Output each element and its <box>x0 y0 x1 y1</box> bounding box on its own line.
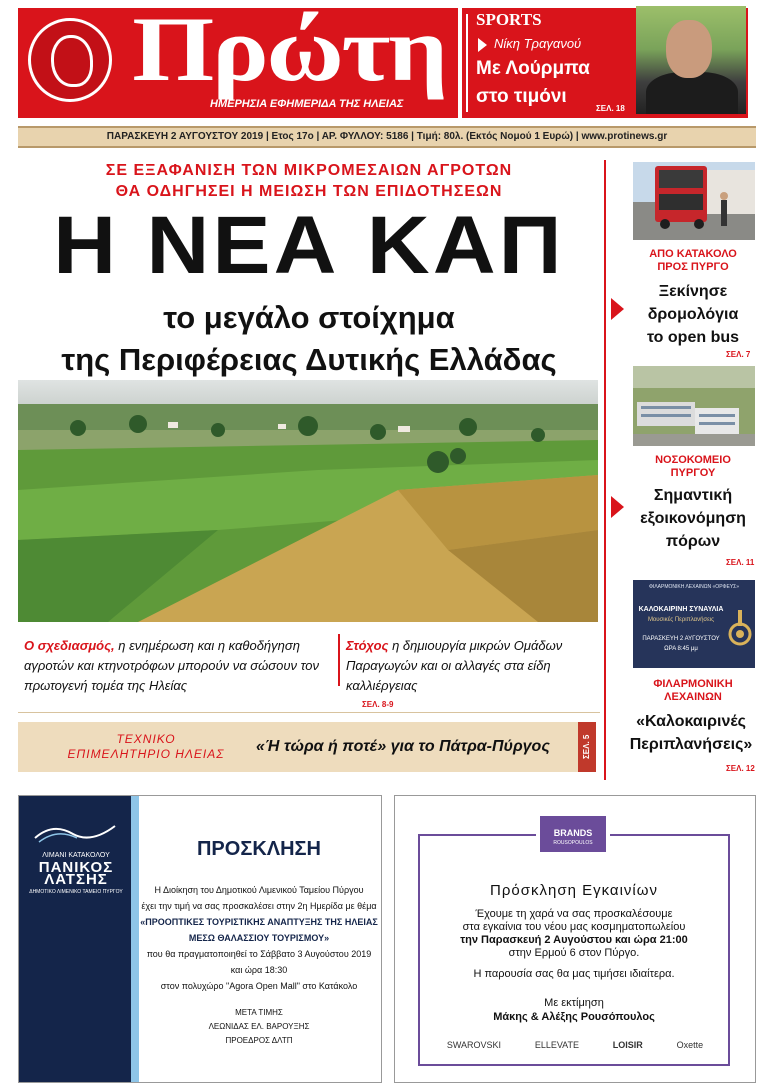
sports-name: Νίκη Τραγανού <box>494 36 582 51</box>
wave-logo-icon <box>33 820 117 844</box>
ad2-title: Πρόσκληση Εγκαινίων <box>490 882 658 899</box>
brand-ellevate: ELLEVATE <box>534 1040 580 1050</box>
ad1-body-line4: ΜΕΣΩ ΘΑΛΑΣΣΙΟΥ ΤΟΥΡΙΣΜΟΥ» <box>188 933 330 943</box>
brand-swarovski: SWAROVSKI <box>446 1040 502 1050</box>
sidebar-head-hospital-line1: Σημαντική <box>653 487 733 504</box>
brand-oxette: Oxette <box>676 1040 704 1050</box>
caption-left-text: η ενημέρωση και η καθοδήγηση αγροτών και κτηνοτρόφων μπορούν να σώσουν τον πρωτογενή τομέα της Ηλείας <box>24 638 319 693</box>
caption-right-lead: Στόχος <box>346 638 389 653</box>
sidebar-kicker-concert-line1: ΦΙΛΑΡΜΟΝΙΚΗ <box>653 678 733 690</box>
arrow-right-icon <box>611 298 624 320</box>
farmland-photo[interactable] <box>18 380 598 622</box>
ad2-body-line4: στην Ερμού 6 στον Πύργο. <box>508 947 640 959</box>
tech-banner-headline[interactable]: «Ή τώρα ή ποτέ» για το Πάτρα-Πύργος <box>256 738 550 755</box>
caption-left-lead: Ο σχεδιασμός, <box>24 638 115 653</box>
sidebar-kicker-hospital <box>620 454 766 480</box>
ad1-stripe <box>131 796 139 1082</box>
sidebar-kicker-bus-line2: ΠΡΟΣ ΠΥΡΓΟ <box>657 261 729 273</box>
ad1-body-line6: στον πολυχώρο "Agora Open Mall" στο Κατάκολο <box>160 981 358 991</box>
ad1-brand <box>28 850 124 898</box>
brand-loisir: LOISIR <box>612 1040 643 1050</box>
sports-page-ref: ΣΕΛ. 18 <box>596 104 625 113</box>
ad1-body <box>140 882 378 994</box>
arrow-right-icon <box>611 496 624 518</box>
brands-logo-line1: BRANDS <box>553 828 593 838</box>
sidebar-head-hospital-line2: εξοικονόμηση <box>640 510 746 527</box>
ad1-brand-name: ΠΑΝΙΚΟΣ ΛΑΤΣΗΣ <box>38 859 114 888</box>
sidebar-headline-hospital[interactable] <box>630 484 756 553</box>
sidebar-page-concert: ΣΕΛ. 12 <box>726 764 755 773</box>
poster-date: ΠΑΡΑΣΚΕΥΗ 2 ΑΥΓΟΥΣΤΟΥ <box>642 636 720 642</box>
ad1-body-line2: έχει την τιμή να σας προσκαλέσει στην 2η Ημερίδα με θέμα <box>141 901 377 911</box>
lead-page-ref: ΣΕΛ. 8-9 <box>362 700 394 709</box>
sidebar-kicker-concert-line2: ΛΕΧΑΙΝΩΝ <box>664 691 722 703</box>
ad1-brand-small: ΛΙΜΑΝΙ ΚΑΤΑΚΟΛΟΥ <box>42 852 110 859</box>
ad1-title: ΠΡΟΣΚΛΗΣΗ <box>196 838 321 860</box>
sidebar-head-bus-line1: Ξεκίνησε <box>658 283 728 300</box>
play-arrow-icon <box>478 38 487 52</box>
lead-kicker <box>18 160 600 202</box>
ad2-sign-line1: Με εκτίμηση <box>544 997 604 1009</box>
ad2-body <box>420 908 728 960</box>
ad1-brand-sub: ΔΗΜΟΤΙΚΟ ΛΙΜΕΝΙΚΟ ΤΑΜΕΙΟ ΠΥΡΓΟΥ <box>29 889 123 895</box>
concert-poster[interactable] <box>633 580 755 668</box>
sports-photo[interactable] <box>636 6 746 114</box>
newspaper-title[interactable]: Πρώτη <box>132 0 446 100</box>
tech-label-line2: ΕΠΙΜΕΛΗΤΗΡΙΟ ΗΛΕΙΑΣ <box>67 747 225 761</box>
poster-org: ΦΙΛΑΡΜΟΝΙΚΗ ΛΕΧΑΙΝΩΝ «ΟΡΦΕΥΣ» <box>648 584 740 590</box>
ad2-signature <box>420 996 728 1024</box>
sports-label: SPORTS <box>476 10 542 29</box>
sidebar-headline-concert[interactable] <box>624 710 758 756</box>
sports-headline-line2[interactable]: στο τιμόνι <box>476 86 567 107</box>
caption-divider <box>338 634 340 686</box>
ad2-body-line5: Η παρουσία σας θα μας τιμήσει ιδιαίτερα. <box>473 968 675 980</box>
ad1-sign-line2: ΛΕΩΝΙΔΑΣ ΕΛ. ΒΑΡΟΥΞΗΣ <box>208 1022 310 1031</box>
caption-rule <box>18 712 600 713</box>
sidebar-kicker-hospital-line2: ΠΥΡΓΟΥ <box>670 467 716 479</box>
sidebar-kicker-bus <box>620 248 766 274</box>
sidebar-head-concert-line2: Περιπλανήσεις» <box>629 736 753 753</box>
newspaper-subtitle: ΗΜΕΡΗΣΙΑ ΕΦΗΜΕΡΙΔΑ ΤΗΣ ΗΛΕΙΑΣ <box>210 98 404 110</box>
issue-info-bar: ΠΑΡΑΣΚΕΥΗ 2 ΑΥΓΟΥΣΤΟΥ 2019 | Ετος 17ο | ΑΡ. ΦΥΛΛΟΥ: 5186 | Τιμή: 80λ. (Εκτός Νομού 1 Ευρώ) | www.protinews.gr <box>18 126 756 148</box>
sidebar-head-bus-line2: δρομολόγια <box>647 306 739 323</box>
ad1-body-line1: Η Διοίκηση του Δημοτικού Λιμενικού Ταμείου Πύργου <box>154 885 364 895</box>
lead-deck-line1: το μεγάλο στοίχημα <box>163 300 455 335</box>
sidebar-kicker-hospital-line1: ΝΟΣΟΚΟΜΕΙΟ <box>655 454 731 466</box>
ad2-brand-row <box>430 1040 720 1050</box>
ad1-signature <box>140 1006 378 1048</box>
sidebar-page-bus: ΣΕΛ. 7 <box>726 350 751 359</box>
ad2-sign-line2: Μάκης & Αλέξης Ρουσόπουλος <box>493 1011 655 1023</box>
lead-deck-line2: της Περιφέρειας Δυτικής Ελλάδας <box>61 342 557 377</box>
caption-right-text: η δημιουργία μικρών Ομάδων Παραγωγών και οι αλλαγές στα είδη καλλιέργειας <box>346 638 563 693</box>
sidebar-head-concert-line1: «Καλοκαιρινές <box>636 713 746 730</box>
horn-icon <box>727 610 753 654</box>
sports-headline-line1[interactable]: Με Λούρμπα <box>476 58 590 79</box>
ad1-side-panel <box>19 796 131 1082</box>
sidebar-head-bus-line3: το open bus <box>646 329 740 346</box>
ad1-body-line3: «ΠΡΟΟΠΤΙΚΕΣ ΤΟΥΡΙΣΤΙΚΗΣ ΑΝΑΠΤΥΞΗΣ ΤΗΣ ΗΛΕΙΑΣ <box>140 917 378 927</box>
tech-page-ref: ΣΕΛ. 5 <box>578 722 596 772</box>
brands-logo <box>536 812 610 856</box>
ad1-sign-line1: ΜΕΤΑ ΤΙΜΗΣ <box>235 1008 283 1017</box>
sidebar-kicker-bus-line1: ΑΠΟ ΚΑΤΑΚΟΛΟ <box>649 248 737 260</box>
sidebar-kicker-concert <box>620 678 766 704</box>
sidebar-headline-bus[interactable] <box>630 280 756 349</box>
ad1-body-line5: που θα πραγματοποιηθεί το Σάββατο 3 Αυγούστου 2019 και ώρα 18:30 <box>146 949 372 975</box>
lead-kicker-line2: ΘΑ ΟΔΗΓΗΣΕΙ Η ΜΕΙΩΣΗ ΤΩΝ ΕΠΙΔΟΤΗΣΕΩΝ <box>115 183 503 200</box>
ad2-body-line2: στα εγκαίνια του νέου μας κοσμηματοπωλείου <box>462 921 686 933</box>
lead-headline[interactable]: Η ΝΕΑ ΚΑΠ <box>53 200 565 291</box>
brands-logo-line2: ROUSOPOULOS <box>553 840 593 846</box>
open-bus-photo[interactable] <box>633 162 755 240</box>
poster-time: ΩΡΑ 8:45 μμ <box>664 646 698 652</box>
poster-title: ΚΑΛΟΚΑΙΡΙΝΗ ΣΥΝΑΥΛΙΑ <box>638 606 724 613</box>
tech-banner-label <box>46 732 246 762</box>
poster-subtitle: Μουσικές Περιπλανήσεις <box>647 617 715 623</box>
tech-label-line1: ΤΕΧΝΙΚΟ <box>116 732 176 746</box>
ad1-sign-line3: ΠΡΟΕΔΡΟΣ ΔΛΤΠ <box>225 1036 293 1045</box>
lead-kicker-line1: ΣΕ ΕΞΑΦΑΝΙΣΗ ΤΩΝ ΜΙΚΡΟΜΕΣΑΙΩΝ ΑΓΡΟΤΩΝ <box>105 162 513 179</box>
ad2-body-line3: την Παρασκευή 2 Αυγούστου και ώρα 21:00 <box>460 934 688 946</box>
sidebar-page-hospital: ΣΕΛ. 11 <box>726 558 755 567</box>
sidebar-head-hospital-line3: πόρων <box>665 533 721 550</box>
hospital-photo[interactable] <box>633 366 755 446</box>
lead-caption-left <box>24 636 334 696</box>
lead-caption-right <box>346 636 596 696</box>
ad2-body-line1: Έχουμε τη χαρά να σας προσκαλέσουμε <box>475 908 673 920</box>
